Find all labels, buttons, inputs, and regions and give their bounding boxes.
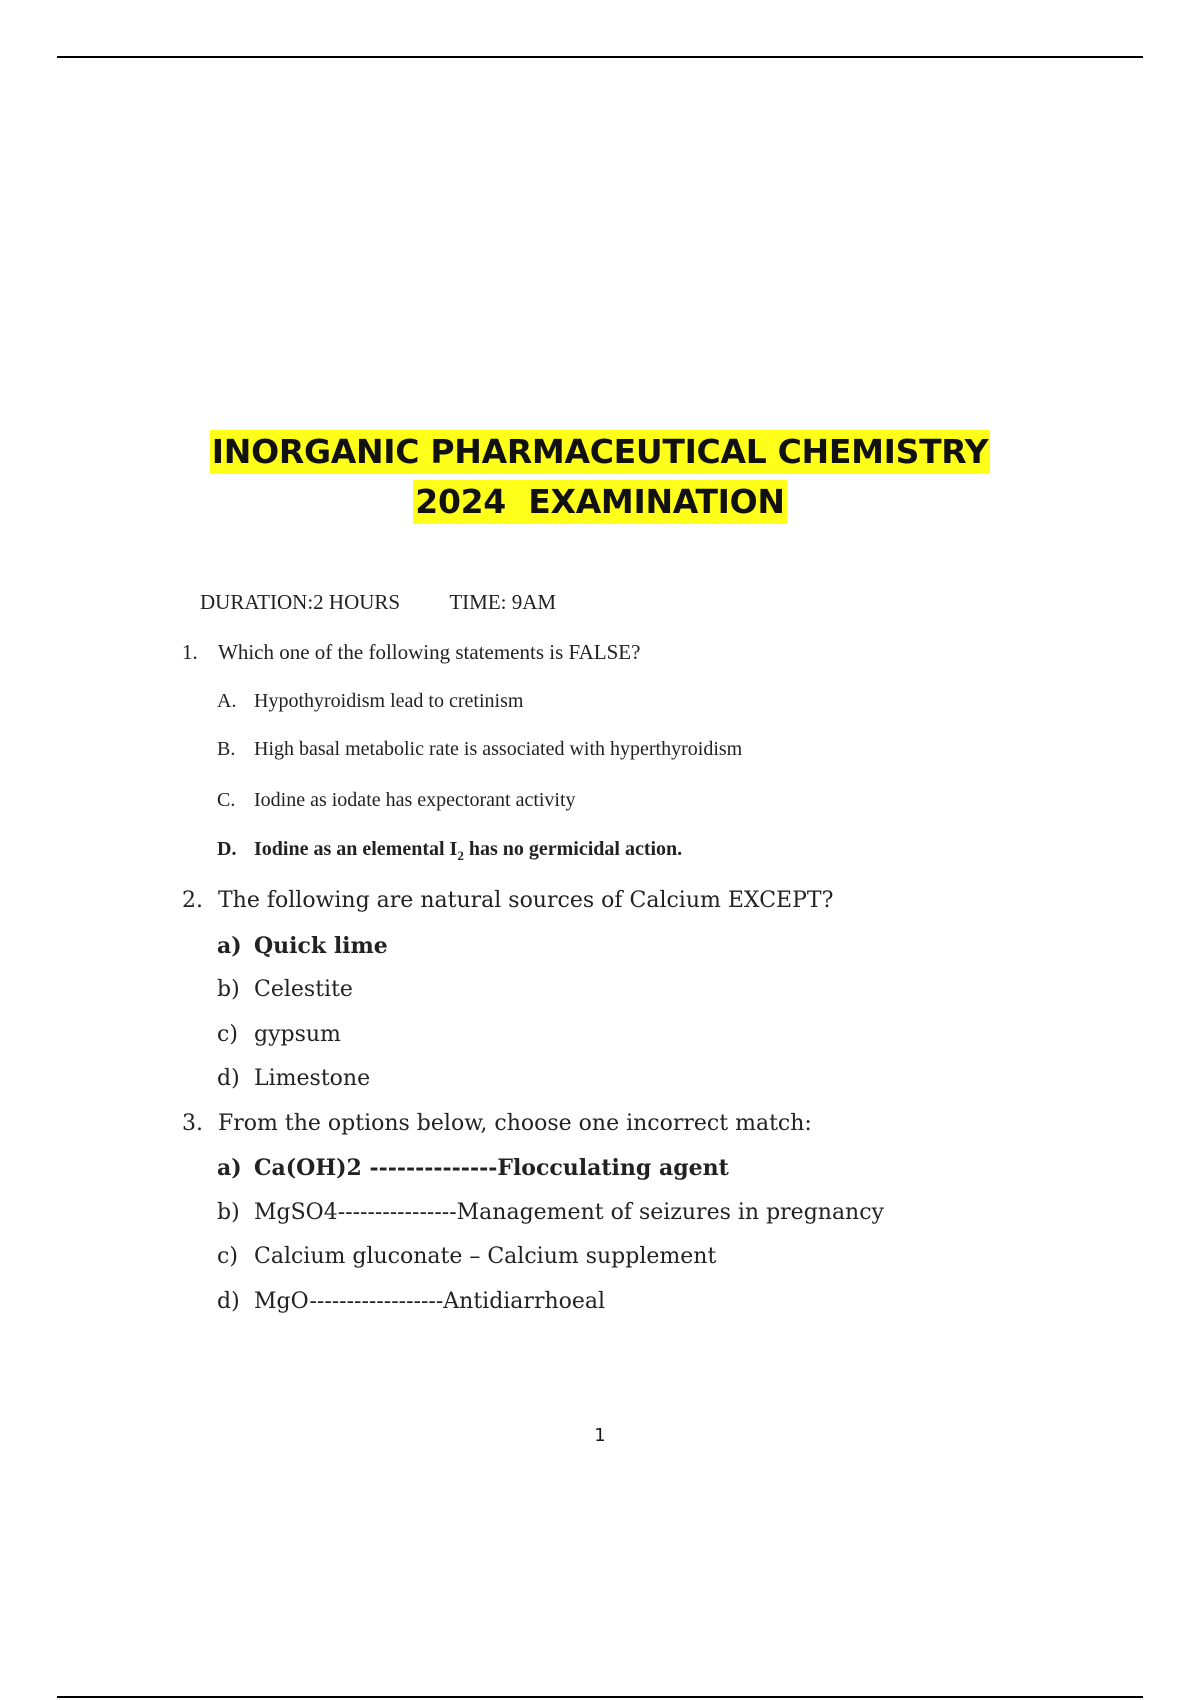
option-label: c) bbox=[217, 1022, 238, 1047]
question-text: Which one of the following statements is FALSE? bbox=[218, 640, 641, 664]
option-3d bbox=[217, 1289, 605, 1314]
question-2 bbox=[182, 888, 833, 913]
option-label: d) bbox=[217, 1066, 240, 1091]
option-1a bbox=[217, 690, 523, 713]
option-text: Quick lime bbox=[254, 933, 388, 959]
option-text: MgSO4----------------Management of seizures in pregnancy bbox=[254, 1200, 884, 1225]
option-label: A. bbox=[217, 690, 237, 712]
option-label: b) bbox=[217, 977, 240, 1002]
question-3 bbox=[182, 1111, 812, 1136]
option-2a bbox=[217, 933, 388, 959]
question-number: 2. bbox=[182, 888, 203, 913]
option-text: High basal metabolic rate is associated with hyperthyroidism bbox=[254, 738, 743, 760]
option-label: D. bbox=[217, 838, 237, 860]
option-text: Celestite bbox=[254, 977, 353, 1002]
option-3a bbox=[217, 1155, 729, 1181]
option-2d bbox=[217, 1066, 370, 1091]
option-label: b) bbox=[217, 1200, 240, 1225]
option-label: C. bbox=[217, 789, 236, 811]
question-1 bbox=[182, 640, 640, 665]
time-label: TIME: 9AM bbox=[449, 590, 557, 614]
option-text: Calcium gluconate – Calcium supplement bbox=[254, 1244, 717, 1269]
option-text: Iodine as an elemental $I_2$ has no germicidal action. bbox=[254, 838, 683, 863]
option-3c bbox=[217, 1244, 716, 1269]
question-number: 1. bbox=[182, 640, 198, 664]
page-number: 1 bbox=[594, 1425, 606, 1446]
option-text: Limestone bbox=[254, 1066, 371, 1091]
option-text: Iodine as iodate has expectorant activity bbox=[254, 789, 576, 811]
bottom-rule bbox=[57, 1696, 1143, 1698]
title-line-1: INORGANIC PHARMACEUTICAL CHEMISTRY bbox=[210, 430, 990, 474]
option-text: Hypothyroidism lead to cretinism bbox=[254, 690, 524, 712]
option-label: a) bbox=[217, 1155, 242, 1181]
question-text: From the options below, choose one incorrect match: bbox=[218, 1111, 812, 1136]
option-text: MgO------------------Antidiarrhoeal bbox=[254, 1289, 606, 1314]
option-label: a) bbox=[217, 933, 242, 959]
option-label: B. bbox=[217, 738, 236, 760]
option-2b bbox=[217, 977, 353, 1002]
top-rule bbox=[57, 56, 1143, 58]
option-1c bbox=[217, 789, 576, 812]
exam-title bbox=[0, 430, 1200, 530]
option-text: Ca(OH)2 --------------Flocculating agent bbox=[254, 1155, 729, 1181]
title-line-2: 2024 EXAMINATION bbox=[413, 480, 786, 524]
option-2c bbox=[217, 1022, 341, 1047]
option-label: c) bbox=[217, 1244, 238, 1269]
option-1d bbox=[217, 838, 682, 864]
option-text: gypsum bbox=[254, 1022, 341, 1047]
exam-meta bbox=[200, 590, 556, 615]
question-number: 3. bbox=[182, 1111, 203, 1136]
option-1b bbox=[217, 738, 742, 761]
question-text: The following are natural sources of Calcium EXCEPT? bbox=[218, 888, 834, 913]
option-3b bbox=[217, 1200, 884, 1225]
duration-label: DURATION:2 HOURS bbox=[200, 590, 401, 614]
option-label: d) bbox=[217, 1289, 240, 1314]
